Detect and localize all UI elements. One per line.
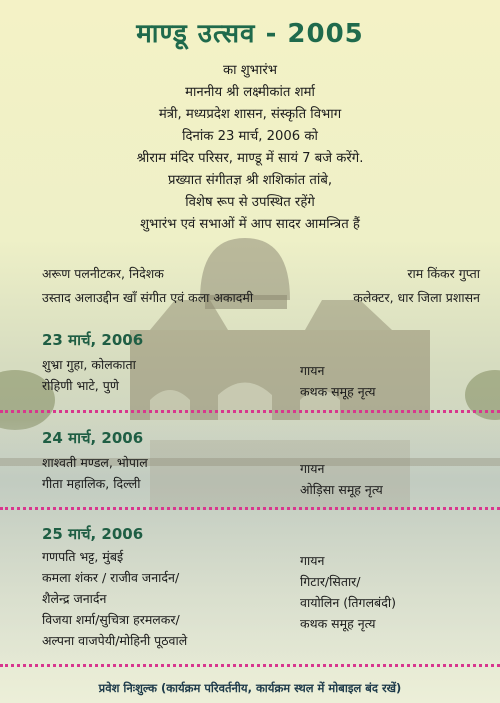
artist-entry: गीता महालिक, दिल्ली xyxy=(42,476,141,491)
intro-line: शुभारंभ एवं सभाओं में आप सादर आमन्त्रित हैं xyxy=(140,217,360,232)
artist-entry: विजया शर्मा/सुचित्रा हरमलकर/ xyxy=(42,612,180,627)
intro-line: मंत्री, मध्यप्रदेश शासन, संस्कृति विभाग xyxy=(158,107,342,122)
host-name: अरूण पलनीटकर, निदेशक xyxy=(42,266,164,281)
inaugural-message xyxy=(0,60,500,236)
performance-style: वायोलिन (तिगलबंदी) xyxy=(300,595,396,610)
day-2-styles xyxy=(300,458,383,500)
day-3-styles xyxy=(300,550,396,634)
artist-entry: शाश्वती मण्डल, भोपाल xyxy=(42,455,148,470)
day-1-artists xyxy=(42,354,136,396)
performance-style: कथक समूह नृत्य xyxy=(300,384,376,399)
day-3-artists xyxy=(42,546,187,651)
intro-line: प्रख्यात संगीतज्ञ श्री शशिकांत तांबे, xyxy=(167,173,333,188)
day-1-date: 23 मार्च, 2006 xyxy=(42,331,144,349)
entry-notice: प्रवेश निःशुल्क (कार्यक्रम परिवर्तनीय, कार्यक्रम स्थल में मोबाइल बंद रखें) xyxy=(98,681,402,695)
performance-style: गिटार/सितार/ xyxy=(300,574,361,589)
artist-entry: गणपति भट्ट, मुंबई xyxy=(42,549,124,564)
section-divider xyxy=(0,507,500,510)
performance-style: ओड़िसा समूह नृत्य xyxy=(300,482,383,497)
intro-line: विशेष रूप से उपस्थित रहेंगे xyxy=(185,195,315,210)
intro-line: का शुभारंभ xyxy=(222,63,278,78)
host-collector xyxy=(353,262,480,310)
artist-entry: कमला शंकर / राजीव जनार्दन/ xyxy=(42,570,180,585)
performance-style: गायन xyxy=(300,553,325,568)
section-divider xyxy=(0,664,500,667)
artist-entry: शुभ्रा गुहा, कोलकाता xyxy=(42,357,136,372)
performance-style: कथक समूह नृत्य xyxy=(300,616,376,631)
day-2-artists xyxy=(42,452,148,494)
day-3-date: 25 मार्च, 2006 xyxy=(42,525,144,543)
artist-entry: रोहिणी भाटे, पुणे xyxy=(42,378,119,393)
artist-entry: शैलेन्द्र जनार्दन xyxy=(42,591,107,606)
festival-title: माण्डू उत्सव - 2005 xyxy=(136,19,364,49)
host-organization: उस्ताद अलाउद्दीन खाँ संगीत एवं कला अकादमी xyxy=(42,290,254,305)
host-designation: कलेक्टर, धार जिला प्रशासन xyxy=(353,290,480,305)
performance-style: गायन xyxy=(300,363,325,378)
performance-style: गायन xyxy=(300,461,325,476)
day-1-styles xyxy=(300,360,376,402)
day-2-date: 24 मार्च, 2006 xyxy=(42,429,144,447)
intro-line: श्रीराम मंदिर परिसर, माण्डू में सायं 7 बजे करेंगे. xyxy=(136,151,364,166)
host-name: राम किंकर गुप्ता xyxy=(407,266,480,281)
intro-line: माननीय श्री लक्ष्मीकांत शर्मा xyxy=(185,85,315,100)
host-director xyxy=(42,262,253,310)
artist-entry: अल्पना वाजपेयी/मोहिनी पूठवाले xyxy=(42,633,188,648)
intro-line: दिनांक 23 मार्च, 2006 को xyxy=(182,129,318,144)
section-divider xyxy=(0,410,500,413)
